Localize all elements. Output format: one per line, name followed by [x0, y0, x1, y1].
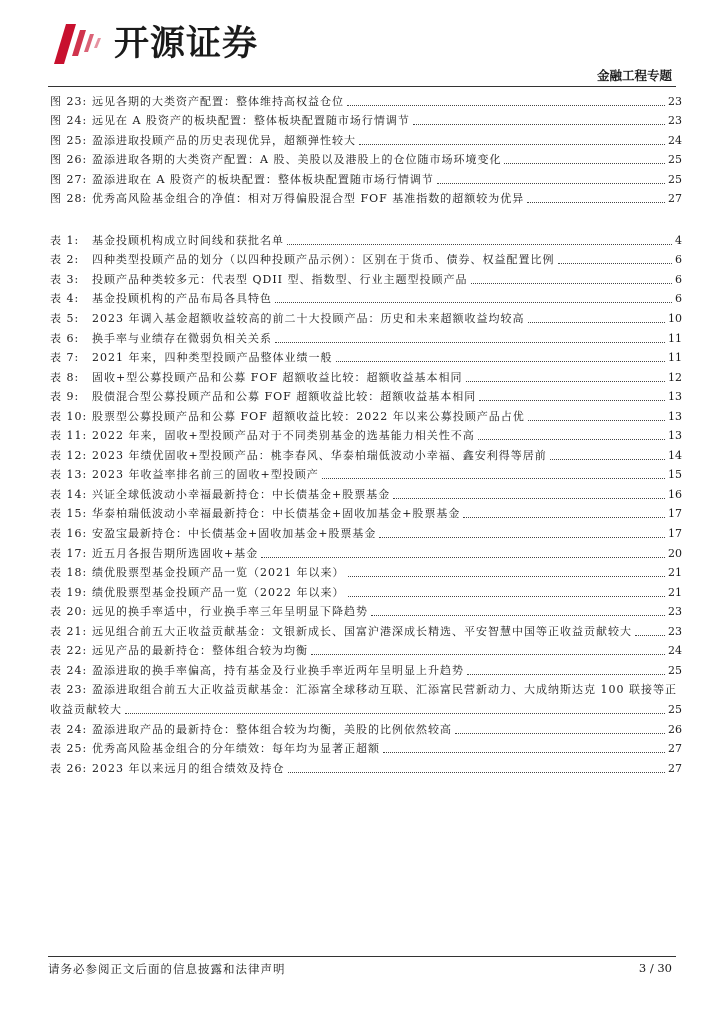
entry-title: 2022 年来，固收+型投顾产品对于不同类别基金的选基能力相关性不高	[92, 429, 475, 443]
entry-number: 表 23:	[50, 683, 88, 697]
leader-dots	[311, 654, 665, 655]
entry-page: 17	[668, 527, 682, 541]
toc-entry-wrapped-cont[interactable]	[50, 697, 682, 717]
entry-page: 15	[668, 468, 682, 482]
entry-number: 图 28:	[50, 192, 88, 206]
entry-title: 换手率与业绩存在微弱负相关关系	[92, 331, 272, 345]
entry-number: 表 5:	[50, 312, 80, 326]
entry-number: 表 14:	[50, 487, 88, 501]
toc-entry[interactable]	[50, 404, 682, 424]
leader-dots	[527, 202, 665, 203]
page-number: 3 / 30	[638, 961, 672, 975]
entry-page: 11	[668, 351, 682, 365]
leader-dots	[413, 124, 665, 125]
entry-title: 股票型公募投顾产品和公募 FOF 超额收益比较：2022 年以来公募投顾产品占优	[92, 409, 525, 423]
entry-title: 2023 年调入基金超额收益较高的前二十大投顾产品：历史和未来超额收益均较高	[92, 312, 525, 326]
entry-number: 表 19:	[50, 585, 88, 599]
toc-entry[interactable]	[50, 541, 682, 561]
entry-number: 图 25:	[50, 133, 88, 147]
entry-page: 26	[668, 722, 682, 736]
leader-dots	[287, 244, 672, 245]
toc-entry[interactable]	[50, 521, 682, 541]
header-divider	[48, 86, 676, 87]
entry-number: 表 1:	[50, 233, 80, 247]
toc-entry[interactable]	[50, 424, 682, 444]
leader-dots	[550, 459, 665, 460]
leader-dots	[261, 557, 665, 558]
footer-divider	[48, 956, 676, 957]
entry-page: 25	[668, 172, 682, 186]
entry-page: 25	[668, 153, 682, 167]
toc-entry[interactable]	[50, 306, 682, 326]
toc-entry[interactable]	[50, 326, 682, 346]
entry-number: 表 18:	[50, 566, 88, 580]
entry-title: 投顾产品种类较多元：代表型 QDII 型、指数型、行业主题型投顾产品	[92, 272, 468, 286]
entry-number: 表 4:	[50, 292, 80, 306]
toc-entry[interactable]	[50, 346, 682, 366]
toc-entry[interactable]	[50, 109, 682, 129]
toc-entry[interactable]	[50, 463, 682, 483]
toc-entry[interactable]	[50, 561, 682, 581]
footer-disclaimer: 请务必参阅正文后面的信息披露和法律声明	[48, 962, 286, 976]
leader-dots	[437, 183, 665, 184]
section-gap	[50, 206, 682, 228]
toc-entry[interactable]	[50, 443, 682, 463]
leader-dots	[455, 733, 665, 734]
figure-list	[50, 89, 682, 206]
toc-entry[interactable]	[50, 737, 682, 757]
toc-entry[interactable]	[50, 658, 682, 678]
leader-dots	[275, 342, 665, 343]
leader-dots	[478, 439, 665, 440]
toc-entry[interactable]	[50, 248, 682, 268]
leader-dots	[528, 420, 665, 421]
toc-entry[interactable]	[50, 502, 682, 522]
leader-dots	[479, 400, 665, 401]
entry-title: 绩优股票型基金投顾产品一览（2022 年以来）	[92, 585, 345, 599]
leader-dots	[558, 263, 673, 264]
entry-title: 盈添进取产品的最新持仓：整体组合较为均衡，美股的比例依然较高	[92, 722, 452, 736]
entry-title: 盈添进取的换手率偏高，持有基金及行业换手率近两年呈明显上升趋势	[92, 663, 464, 677]
entry-page: 20	[668, 546, 682, 560]
toc-entry[interactable]	[50, 287, 682, 307]
entry-title: 远见组合前五大正收益贡献基金：文银新成长、国富沪港深成长精选、平安智慧中国等正收益贡献较大	[92, 624, 632, 638]
entry-title: 绩优股票型基金投顾产品一览（2021 年以来）	[92, 566, 345, 580]
entry-number: 表 21:	[50, 624, 88, 638]
entry-page: 23	[668, 114, 682, 128]
entry-page: 6	[675, 272, 682, 286]
toc-entry[interactable]	[50, 639, 682, 659]
leader-dots	[467, 674, 665, 675]
toc-entry[interactable]	[50, 600, 682, 620]
entry-number: 表 16:	[50, 527, 88, 541]
entry-number: 表 7:	[50, 351, 80, 365]
entry-page: 21	[668, 566, 682, 580]
toc-entry[interactable]	[50, 148, 682, 168]
entry-title: 远见各期的大类资产配置：整体维持高权益仓位	[92, 94, 344, 108]
entry-page: 14	[668, 448, 682, 462]
entry-title: 兴证全球低波动小幸福最新持仓：中长债基金+股票基金	[92, 487, 391, 501]
entry-page: 6	[675, 292, 682, 306]
entry-title: 基金投顾机构的产品布局各具特色	[92, 292, 272, 306]
leader-dots	[288, 772, 666, 773]
entry-number: 表 9:	[50, 390, 80, 404]
entry-number: 表 6:	[50, 331, 80, 345]
entry-page: 17	[668, 507, 682, 521]
entry-title: 固收+型公募投顾产品和公募 FOF 超额收益比较：超额收益基本相同	[92, 370, 463, 384]
entry-page: 27	[668, 192, 682, 206]
leader-dots	[125, 713, 665, 714]
toc-entry[interactable]	[50, 756, 682, 776]
leader-dots	[371, 615, 665, 616]
toc-entry-wrapped[interactable]	[50, 678, 682, 698]
leader-dots	[466, 381, 666, 382]
entry-number: 表 24:	[50, 663, 88, 677]
company-logo	[52, 20, 282, 68]
toc-entry[interactable]	[50, 619, 682, 639]
entry-title: 近五月各报告期所选固收+基金	[92, 546, 259, 560]
table-of-contents	[50, 89, 682, 776]
entry-number: 表 11:	[50, 429, 88, 443]
entry-number: 表 24:	[50, 722, 88, 736]
entry-number: 图 27:	[50, 172, 88, 186]
entry-page: 27	[668, 742, 682, 756]
leader-dots	[379, 537, 665, 538]
entry-title-line1: 盈添进取组合前五大正收益贡献基金：汇添富全球移动互联、汇添富民营新动力、大成纳斯达克 100 联接等正	[92, 683, 677, 697]
entry-page: 25	[668, 663, 682, 677]
entry-title: 华泰柏瑞低波动小幸福最新持仓：中长债基金+固收加基金+股票基金	[92, 507, 461, 521]
entry-page: 16	[668, 487, 682, 501]
entry-number: 表 25:	[50, 742, 88, 756]
leader-dots	[336, 361, 666, 362]
toc-entry[interactable]	[50, 187, 682, 207]
entry-page: 4	[675, 233, 682, 247]
entry-number: 表 13:	[50, 468, 88, 482]
entry-title: 优秀高风险基金组合的分年绩效：每年均为显著正超额	[92, 742, 380, 756]
leader-dots	[463, 517, 665, 518]
entry-page: 13	[668, 429, 682, 443]
entry-page: 23	[668, 624, 682, 638]
entry-number: 表 8:	[50, 370, 80, 384]
entry-title: 盈添进取各期的大类资产配置：A 股、美股以及港股上的仓位随市场环境变化	[92, 153, 502, 167]
page-header	[0, 0, 724, 90]
entry-number: 表 22:	[50, 644, 88, 658]
entry-page: 12	[668, 370, 682, 384]
entry-title: 基金投顾机构成立时间线和获批名单	[92, 233, 284, 247]
section-title: 金融工程专题	[596, 68, 672, 83]
toc-entry[interactable]	[50, 482, 682, 502]
entry-number: 表 3:	[50, 272, 80, 286]
entry-page: 13	[668, 390, 682, 404]
toc-entry[interactable]	[50, 89, 682, 109]
entry-title: 四种类型投顾产品的划分（以四种投顾产品示例）：区别在于货币、债券、权益配置比例	[92, 253, 555, 267]
leader-dots	[635, 635, 665, 636]
toc-entry[interactable]	[50, 717, 682, 737]
entry-page: 23	[668, 94, 682, 108]
leader-dots	[348, 576, 666, 577]
entry-title: 2023 年绩优固收+型投顾产品：桃李春风、华泰柏瑞低波动小幸福、鑫安利得等居前	[92, 448, 547, 462]
entry-page: 24	[668, 133, 682, 147]
leader-dots	[471, 283, 672, 284]
entry-title: 股债混合型公募投顾产品和公募 FOF 超额收益比较：超额收益基本相同	[92, 390, 477, 404]
entry-title: 远见在 A 股资产的板块配置：整体板块配置随市场行情调节	[92, 114, 410, 128]
entry-number: 表 20:	[50, 605, 88, 619]
entry-number: 图 26:	[50, 153, 88, 167]
entry-title: 盈添进取投顾产品的历史表现优异，超额弹性较大	[92, 133, 356, 147]
logo-text: 开源证券	[114, 24, 259, 64]
entry-page: 11	[668, 331, 682, 345]
table-list	[50, 228, 682, 678]
entry-title: 远见的换手率适中，行业换手率三年呈明显下降趋势	[92, 605, 368, 619]
entry-number: 表 10:	[50, 409, 88, 423]
entry-page: 6	[675, 253, 682, 267]
toc-entry[interactable]	[50, 128, 682, 148]
toc-entry[interactable]	[50, 167, 682, 187]
entry-number: 表 17:	[50, 546, 88, 560]
entry-title: 2023 年以来远月的组合绩效及持仓	[92, 761, 285, 775]
entry-title: 盈添进取在 A 股资产的板块配置：整体板块配置随市场行情调节	[92, 172, 434, 186]
entry-number: 图 23:	[50, 94, 88, 108]
logo-mark-icon	[52, 20, 108, 68]
leader-dots	[348, 596, 666, 597]
toc-entry[interactable]	[50, 385, 682, 405]
entry-number: 表 12:	[50, 448, 88, 462]
table-list-tail	[50, 717, 682, 776]
entry-number: 表 2:	[50, 253, 80, 267]
leader-dots	[528, 322, 666, 323]
toc-entry[interactable]	[50, 365, 682, 385]
entry-title: 优秀高风险基金组合的净值：相对万得偏股混合型 FOF 基准指数的超额较为优异	[92, 192, 525, 206]
toc-entry[interactable]	[50, 267, 682, 287]
entry-page: 21	[668, 585, 682, 599]
leader-dots	[504, 163, 665, 164]
leader-dots	[383, 752, 665, 753]
entry-page: 13	[668, 409, 682, 423]
entry-page: 25	[668, 702, 682, 716]
leader-dots	[359, 144, 665, 145]
entry-title: 2021 年来，四种类型投顾产品整体业绩一般	[92, 351, 333, 365]
leader-dots	[275, 302, 672, 303]
entry-page: 10	[668, 312, 682, 326]
entry-page: 23	[668, 605, 682, 619]
entry-title-line2: 收益贡献较大	[50, 702, 122, 716]
entry-title: 安盈宝最新持仓：中长债基金+固收加基金+股票基金	[92, 527, 377, 541]
entry-page: 27	[668, 761, 682, 775]
toc-entry[interactable]	[50, 580, 682, 600]
entry-title: 远见产品的最新持仓：整体组合较为均衡	[92, 644, 308, 658]
entry-number: 表 26:	[50, 761, 88, 775]
entry-page: 24	[668, 644, 682, 658]
leader-dots	[347, 105, 665, 106]
entry-title: 2023 年收益率排名前三的固收+型投顾产	[92, 468, 319, 482]
leader-dots	[393, 498, 665, 499]
entry-number: 表 15:	[50, 507, 88, 521]
toc-entry[interactable]	[50, 228, 682, 248]
leader-dots	[322, 478, 665, 479]
entry-number: 图 24:	[50, 114, 88, 128]
